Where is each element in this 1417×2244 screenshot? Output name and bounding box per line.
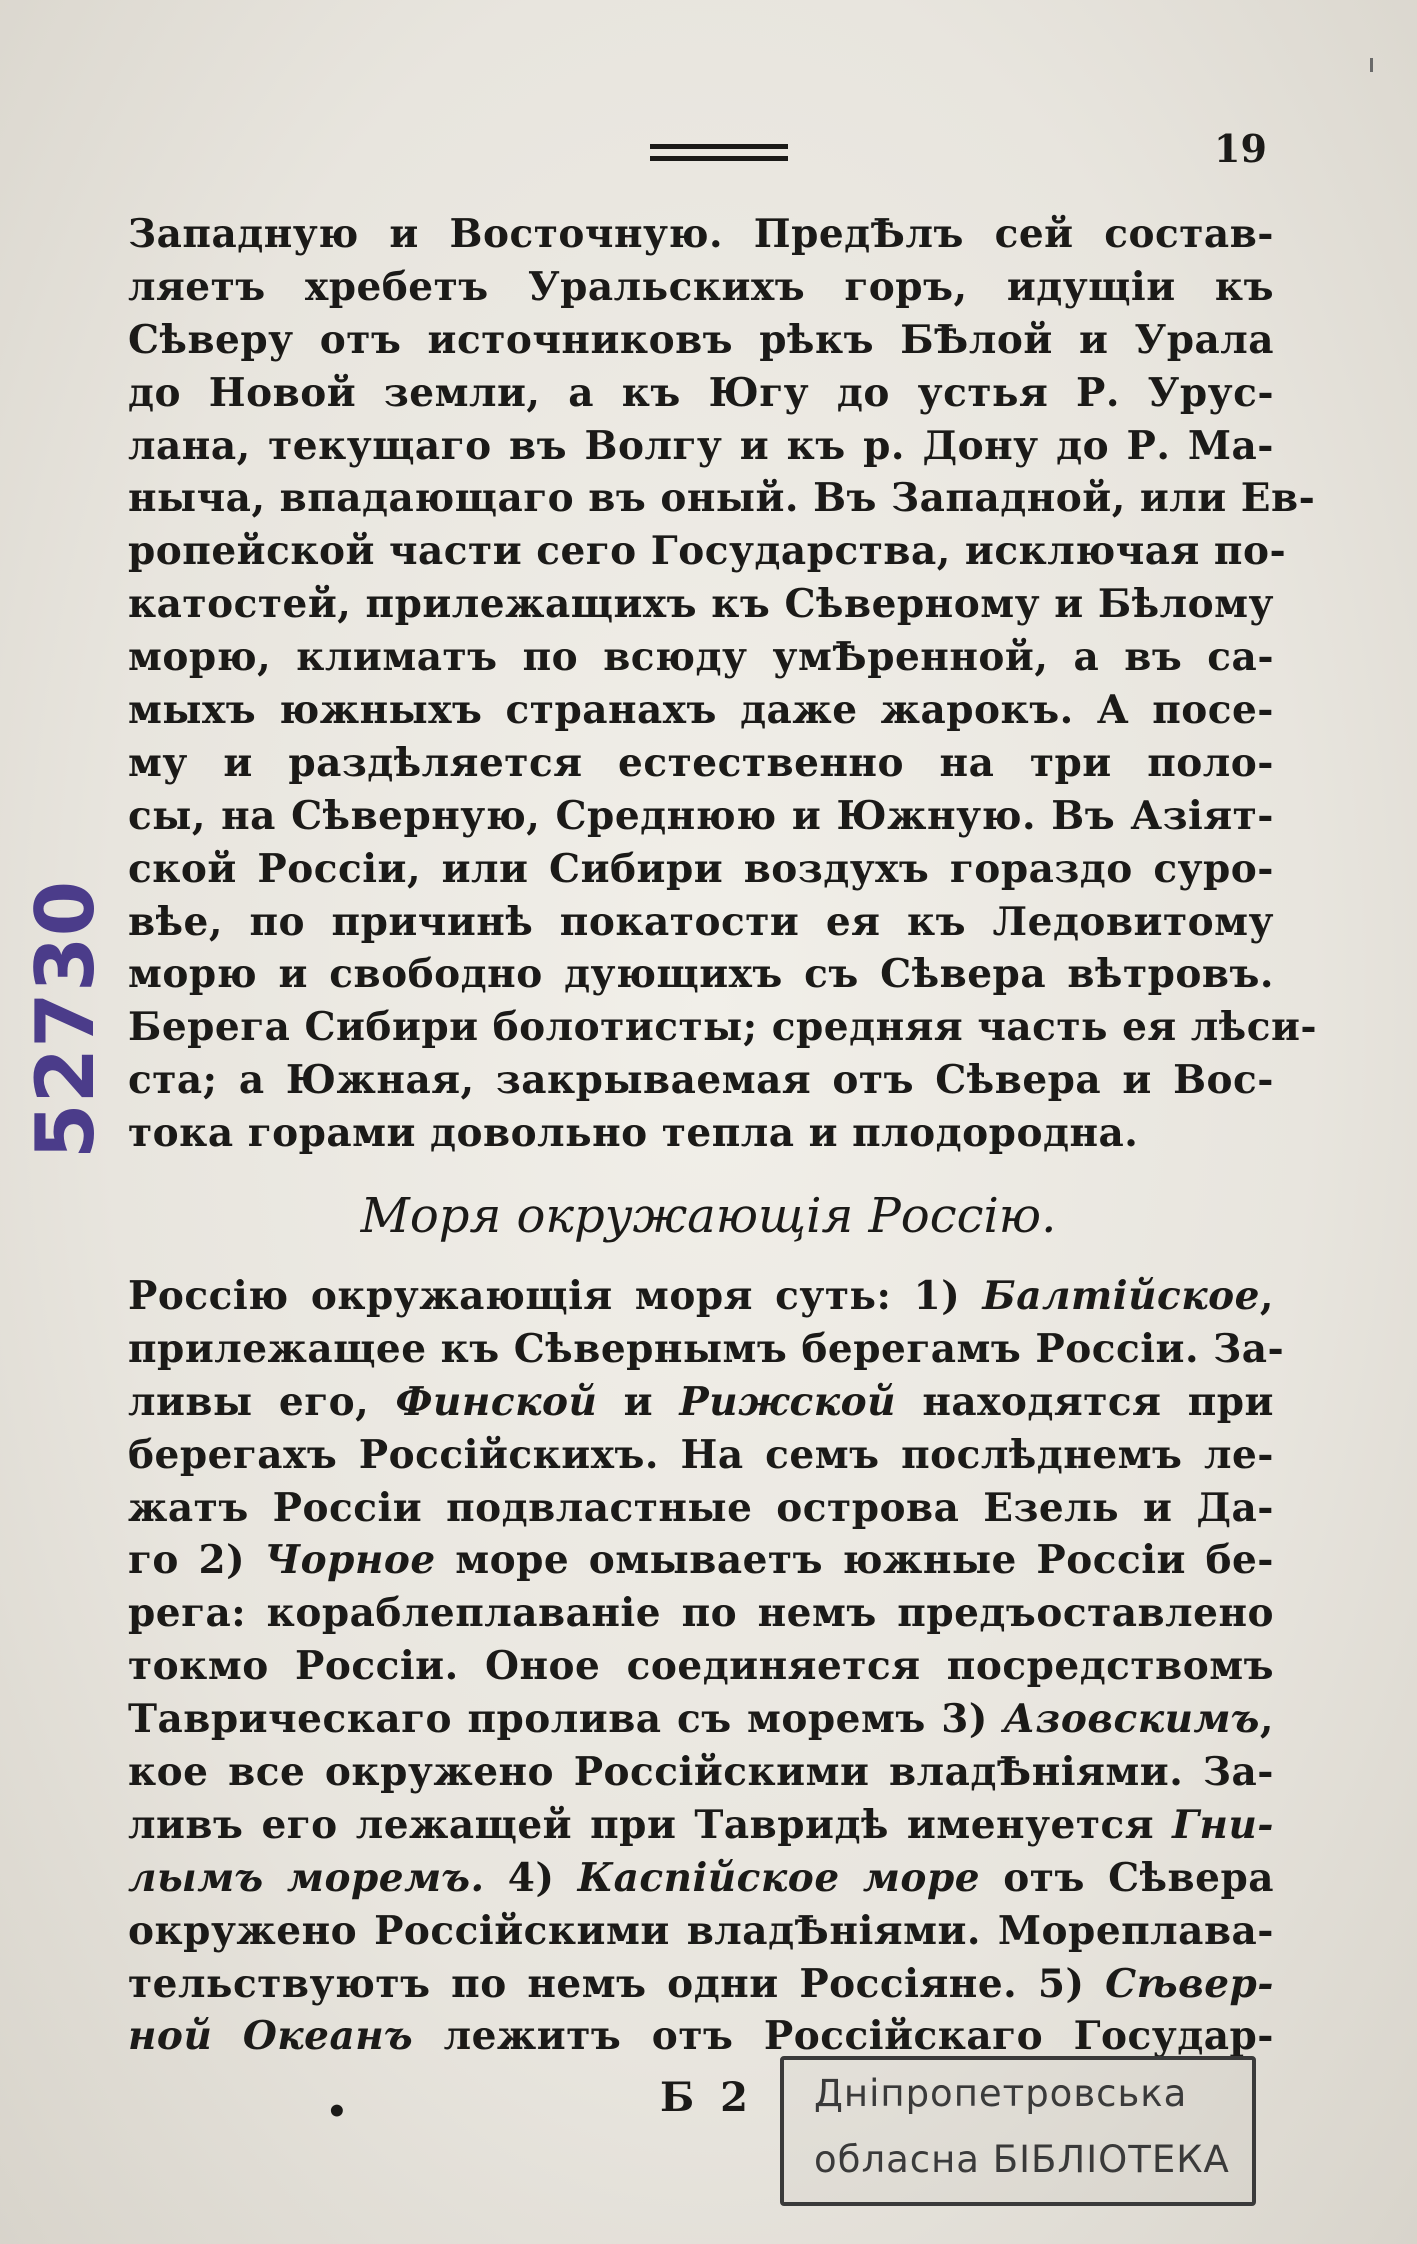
- text-run: находятся при: [896, 1378, 1274, 1425]
- header-rule-bottom: [650, 156, 788, 161]
- text-line: му и раздѣляется естественно на три поло-: [128, 739, 1274, 786]
- text-run: 4): [484, 1854, 578, 1901]
- italic-term: Азовскимъ: [1003, 1696, 1260, 1743]
- italic-term: Балтійское: [982, 1273, 1260, 1319]
- text-line: [128, 1693, 1274, 1746]
- text-line: [128, 1640, 1274, 1693]
- signature-mark: Б 2: [660, 2074, 754, 2121]
- library-stamp: [780, 2056, 1256, 2206]
- italic-term: Чорное: [264, 1537, 436, 1584]
- text-run: окружено Россійскими владѢніями. Мореплава-: [128, 1907, 1274, 1954]
- text-line: ляетъ хребетъ Уральскихъ горъ, идущіи къ: [128, 263, 1274, 310]
- text-run: рега: кораблеплаваніе по немъ предъоставлено: [128, 1590, 1274, 1637]
- text-line: [128, 1587, 1274, 1640]
- text-run: ливы его,: [128, 1378, 396, 1425]
- text-line: [128, 1534, 1274, 1587]
- text-line: сы, на Сѣверную, Среднюю и Южную. Въ Азіят-: [128, 792, 1274, 839]
- page-number: 19: [1214, 126, 1267, 171]
- text-line: ропейской части сего Государства, исключая по-: [128, 528, 1287, 575]
- text-line: ныча, впадающаго въ оный. Въ Западной, или Ев-: [128, 475, 1316, 522]
- text-line: [128, 1323, 1285, 1376]
- text-run: жатъ Россіи подвластные острова Езель и Да-: [128, 1484, 1274, 1531]
- text-line: мыхъ южныхъ странахъ даже жарокъ. А посе-: [128, 687, 1274, 734]
- text-line: морю и свободно дующихъ съ Сѣвера вѣтровъ.: [128, 951, 1274, 998]
- paragraph-climate: [128, 208, 1318, 1160]
- text-run: лежитъ отъ Россійскаго Государ-: [413, 2013, 1274, 2060]
- text-run: ,: [1259, 1696, 1274, 1743]
- text-line: [128, 1852, 1274, 1905]
- text-run: отъ Сѣвера: [980, 1854, 1275, 1901]
- italic-term: Гни-: [1172, 1801, 1274, 1848]
- italic-term: Рижской: [679, 1378, 897, 1425]
- header-rule-top: [650, 144, 788, 149]
- text-run: ливъ его лежащей при Тавридѣ именуется: [128, 1801, 1173, 1848]
- paper-speck: [1370, 58, 1373, 72]
- text-line: тока горами довольно тепла и плодородна.: [128, 1110, 1139, 1157]
- italic-term: ной Океанъ: [128, 2013, 414, 2060]
- stamp-line-2: обласна БІБЛІОТЕКА: [814, 2138, 1230, 2181]
- stamp-line-1: Дніпропетровська: [814, 2072, 1188, 2115]
- text-line: ста; а Южная, закрываемая отъ Сѣвера и Вос-: [128, 1057, 1274, 1104]
- section-heading: Моря окружающія Россію.: [360, 1188, 1057, 1244]
- text-line: [128, 1376, 1274, 1429]
- italic-term: Финской: [395, 1378, 598, 1425]
- text-run: тельствуютъ по немъ одни Россіяне. 5): [128, 1960, 1106, 2007]
- handwritten-inventory-number: 52730: [18, 880, 112, 1160]
- text-run: прилежащее къ Сѣвернымъ берегамъ Россіи. За-: [128, 1325, 1285, 1372]
- text-run: и: [597, 1378, 680, 1425]
- paragraph-seas: [128, 1270, 1285, 2063]
- italic-term: Каспійское море: [577, 1854, 981, 1901]
- ink-dot: •: [326, 2092, 348, 2132]
- text-line: ской Россіи, или Сибири воздухъ гораздо суро-: [128, 845, 1274, 892]
- text-line: [128, 1270, 1274, 1323]
- text-line: Западную и Восточную. ПредѢлъ сей состав-: [128, 211, 1274, 257]
- text-run: го 2): [128, 1537, 265, 1584]
- text-line: [128, 1482, 1274, 1535]
- text-run: токмо Россіи. Оное соединяется посредствомъ: [128, 1643, 1274, 1690]
- text-line: Берега Сибири болотисты; средняя часть ея лѣси-: [128, 1004, 1318, 1051]
- text-run: Таврическаго пролива съ моремъ 3): [128, 1696, 1004, 1743]
- text-line: лана, текущаго въ Волгу и къ р. Дону до Р. Ма-: [128, 422, 1274, 469]
- text-run: ,: [1259, 1273, 1274, 1319]
- text-line: [128, 1958, 1274, 2011]
- text-run: берегахъ Россійскихъ. На семъ послѣднемъ ле-: [128, 1431, 1274, 1478]
- text-line: до Новой земли, а къ Югу до устья Р. Урус-: [128, 369, 1274, 416]
- text-line: [128, 1799, 1274, 1852]
- text-line: вѣе, по причинѣ покатости ея къ Ледовитому: [128, 898, 1274, 945]
- text-line: Сѣверу отъ источниковъ рѣкъ БѢлой и Урала: [128, 316, 1274, 363]
- text-line: катостей, прилежащихъ къ Сѣверному и Бѣлому: [128, 581, 1274, 628]
- text-line: [128, 1905, 1274, 1958]
- text-line: [128, 1429, 1274, 1482]
- text-line: морю, климатъ по всюду умѢренной, а въ са-: [128, 634, 1274, 681]
- italic-term: Сѣвер-: [1105, 1960, 1274, 2007]
- text-line: [128, 1746, 1274, 1799]
- text-run: Россію окружающія моря суть: 1): [128, 1273, 983, 1319]
- text-run: кое все окружено Россійскими владѢніями. За-: [128, 1749, 1274, 1796]
- italic-term: лымъ моремъ.: [128, 1854, 485, 1901]
- text-run: море омываетъ южные Россіи бе-: [435, 1537, 1274, 1584]
